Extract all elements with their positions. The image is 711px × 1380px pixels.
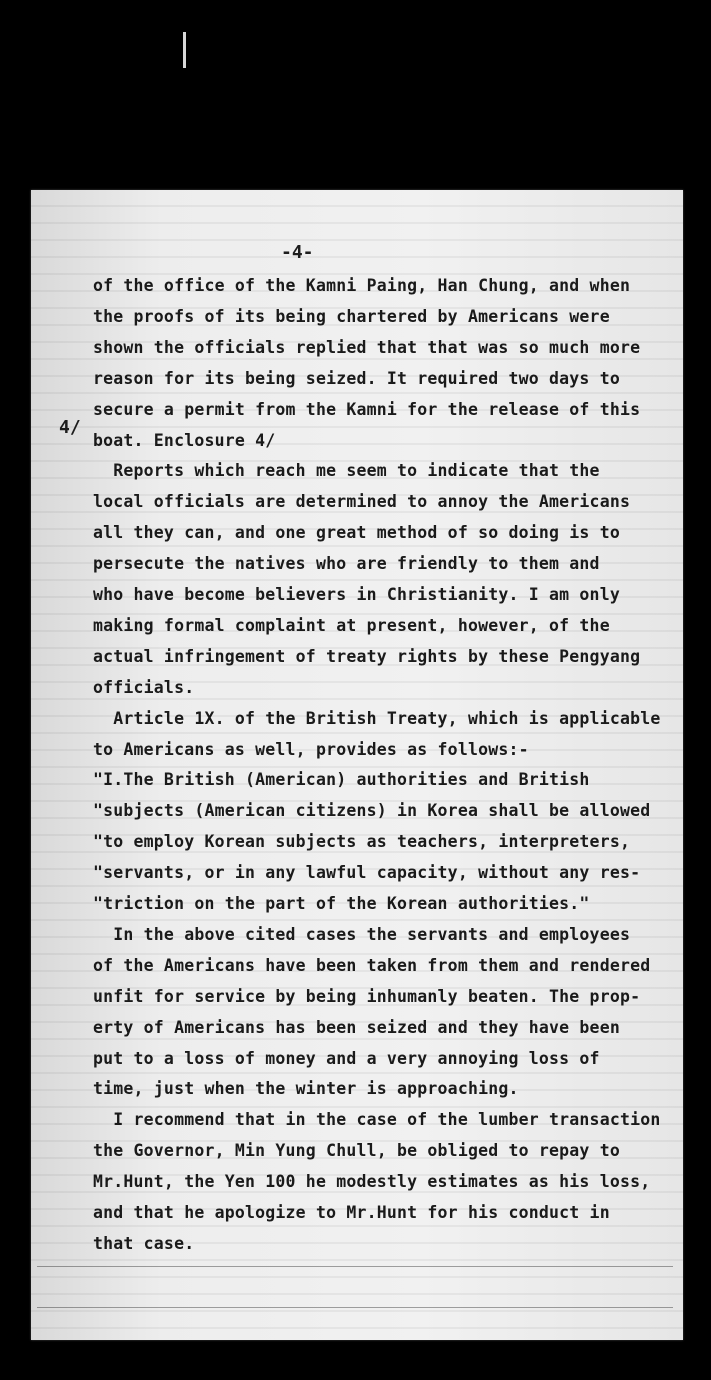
- text-line: making formal complaint at present, however, of the: [93, 615, 610, 635]
- text-line: that case.: [93, 1233, 195, 1253]
- text-line: time, just when the winter is approaching.: [93, 1079, 519, 1099]
- text-line: of the Americans have been taken from them and rendered: [93, 955, 651, 975]
- text-line: persecute the natives who are friendly to them and: [93, 554, 600, 574]
- text-line: unfit for service by being inhumanly beaten. The prop-: [93, 986, 641, 1006]
- text-line: officials.: [93, 677, 195, 697]
- text-line: In the above cited cases the servants and employees: [93, 924, 631, 944]
- text-line: "servants, or in any lawful capacity, without any res-: [93, 863, 641, 883]
- text-line: actual infringement of treaty rights by these Pengyang: [93, 646, 641, 666]
- margin-note: 4/: [59, 417, 81, 438]
- text-line: I recommend that in the case of the lumber transaction: [93, 1110, 661, 1130]
- page-number: -4-: [281, 242, 314, 263]
- document-page: [31, 190, 683, 1340]
- text-line: put to a loss of money and a very annoying loss of: [93, 1048, 600, 1068]
- text-line: boat. Enclosure 4/: [93, 430, 276, 450]
- text-line: shown the officials replied that that was so much more: [93, 337, 641, 357]
- text-line: Mr.Hunt, the Yen 100 he modestly estimates as his loss,: [93, 1172, 651, 1192]
- text-line: local officials are determined to annoy the Americans: [93, 492, 631, 512]
- page-rule: [37, 1266, 673, 1267]
- text-line: erty of Americans has been seized and they have been: [93, 1017, 620, 1037]
- text-line: Reports which reach me seem to indicate that the: [93, 461, 600, 481]
- text-line: the Governor, Min Yung Chull, be obliged to repay to: [93, 1141, 620, 1161]
- text-line: who have become believers in Christianity. I am only: [93, 585, 620, 604]
- text-line: "triction on the part of the Korean authorities.": [93, 894, 590, 913]
- text-line: the proofs of its being chartered by Americans were: [93, 306, 610, 326]
- text-line: and that he apologize to Mr.Hunt for his conduct in: [93, 1203, 610, 1222]
- text-line: to Americans as well, provides as follows:-: [93, 739, 529, 759]
- text-line: "I.The British (American) authorities and British: [93, 770, 590, 790]
- page-rule: [37, 1307, 673, 1308]
- text-line: secure a permit from the Kamni for the release of this: [93, 399, 641, 419]
- film-frame-mark: [183, 32, 186, 68]
- text-line: reason for its being seized. It required two days to: [93, 368, 620, 388]
- text-line: "subjects (American citizens) in Korea shall be allowed: [93, 801, 651, 821]
- text-line: "to employ Korean subjects as teachers, interpreters,: [93, 832, 631, 852]
- text-line: Article 1X. of the British Treaty, which is applicable: [93, 708, 661, 728]
- text-line: all they can, and one great method of so doing is to: [93, 523, 620, 543]
- text-line: of the office of the Kamni Paing, Han Chung, and when: [93, 276, 631, 295]
